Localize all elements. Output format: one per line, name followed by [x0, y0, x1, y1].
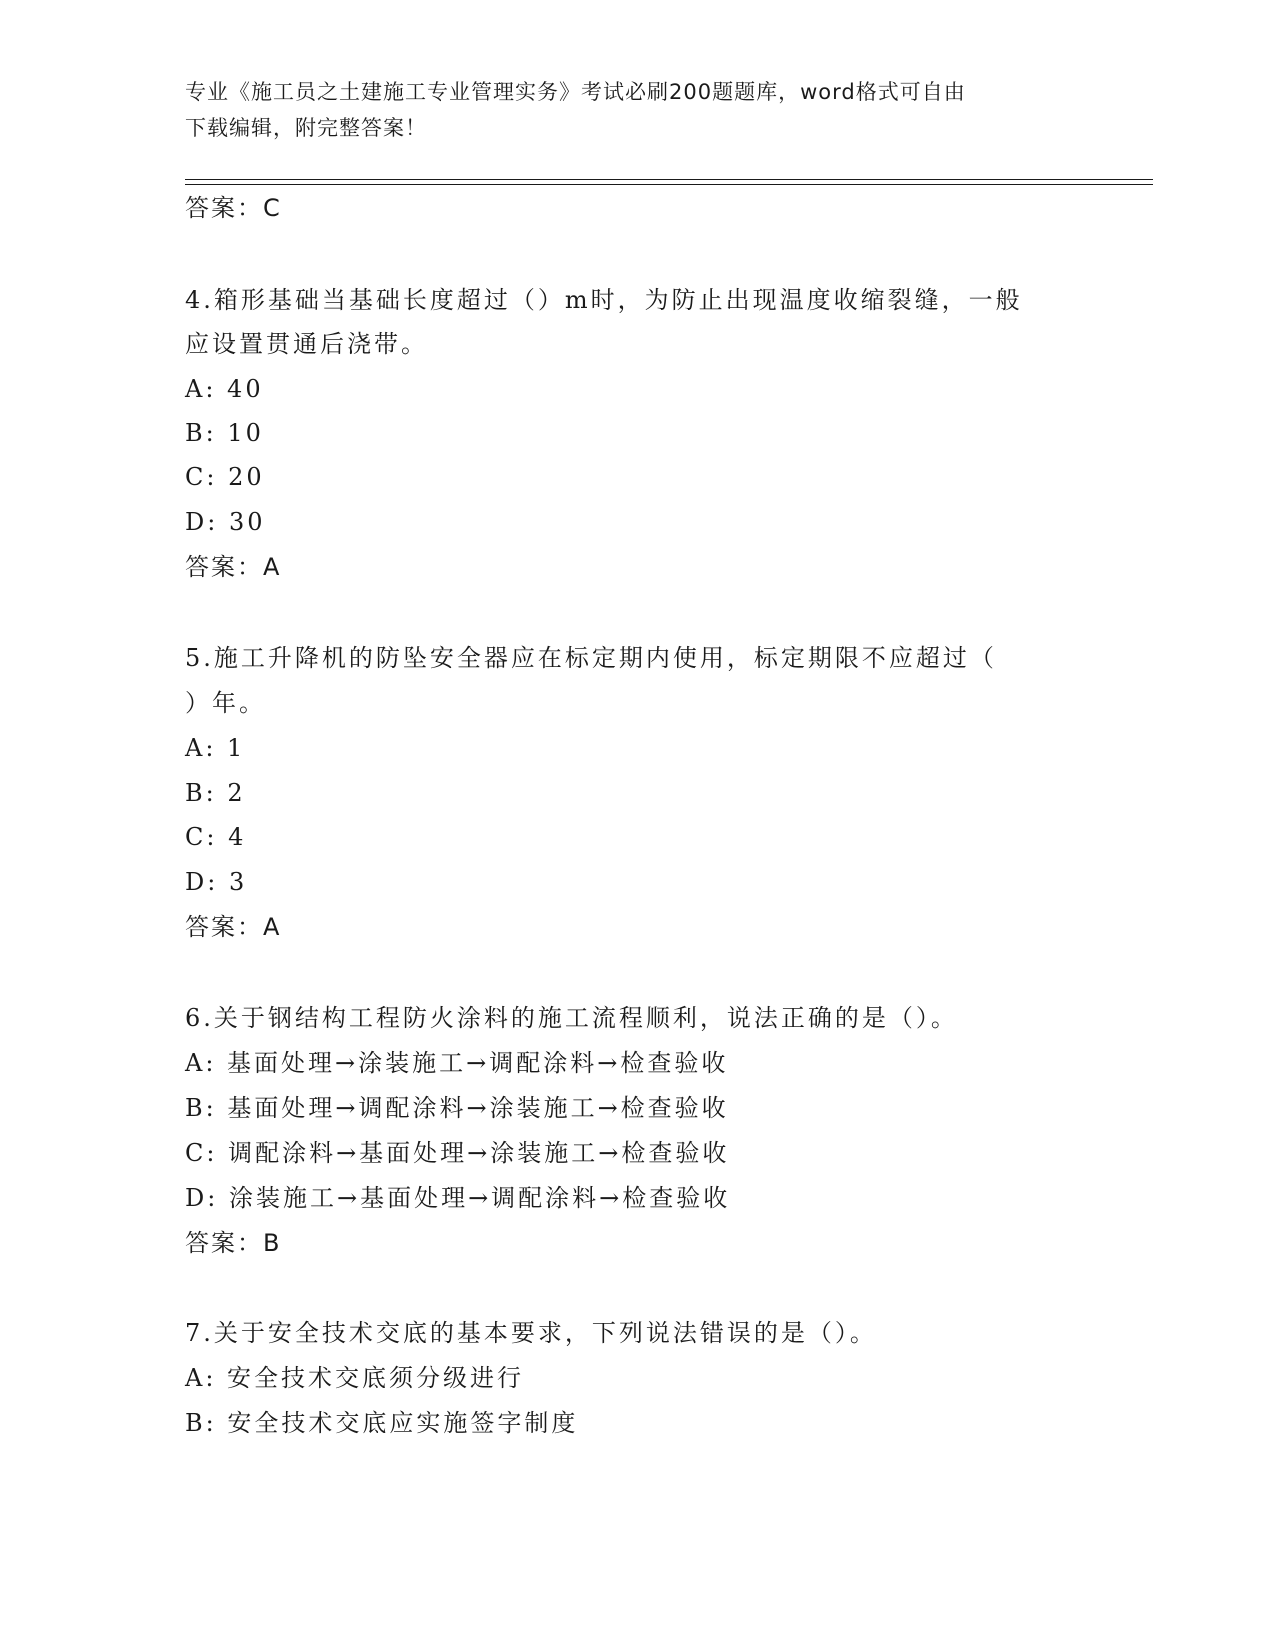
question-5-option-a: A: 1 [185, 734, 246, 762]
question-7-stem: 7.关于安全技术交底的基本要求，下列说法错误的是（）。 [185, 1319, 877, 1347]
question-7-option-b: B: 安全技术交底应实施签字制度 [185, 1409, 579, 1437]
question-4-option-d: D: 30 [185, 508, 266, 536]
question-4-option-b: B: 10 [185, 419, 264, 447]
question-6-option-a: A: 基面处理→涂装施工→调配涂料→检查验收 [185, 1049, 729, 1077]
question-5-option-d: D: 3 [185, 868, 248, 896]
question-4-stem-line-1: 4.箱形基础当基础长度超过（）m时，为防止出现温度收缩裂缝，一般 [185, 286, 1023, 314]
question-6-option-b: B: 基面处理→调配涂料→涂装施工→检查验收 [185, 1094, 729, 1122]
question-5-stem-line-2: ）年。 [185, 689, 266, 717]
question-6-option-c: C: 调配涂料→基面处理→涂装施工→检查验收 [185, 1139, 730, 1167]
previous-answer: 答案：C [185, 194, 282, 222]
question-4-answer: 答案：A [185, 553, 282, 581]
question-4-option-c: C: 20 [185, 463, 265, 491]
question-5-stem-line-1: 5.施工升降机的防坠安全器应在标定期内使用，标定期限不应超过（ [185, 644, 997, 672]
question-5-option-b: B: 2 [185, 779, 246, 807]
question-7-option-a: A: 安全技术交底须分级进行 [185, 1364, 525, 1392]
question-6-answer: 答案：B [185, 1229, 282, 1257]
question-6-option-d: D: 涂装施工→基面处理→调配涂料→检查验收 [185, 1184, 731, 1212]
header-divider-bottom [185, 184, 1153, 185]
question-4-option-a: A: 40 [185, 375, 264, 403]
question-6-stem: 6.关于钢结构工程防火涂料的施工流程顺利，说法正确的是（）。 [185, 1004, 958, 1032]
question-5-option-c: C: 4 [185, 823, 247, 851]
header-divider-top [185, 179, 1153, 180]
header-line-2: 下载编辑，附完整答案！ [185, 116, 427, 140]
question-5-answer: 答案：A [185, 913, 282, 941]
header-line-1: 专业《施工员之土建施工专业管理实务》考试必刷200题题库，word格式可自由 [185, 80, 966, 104]
document-header [185, 74, 1075, 146]
question-4-stem-line-2: 应设置贯通后浇带。 [185, 330, 428, 358]
